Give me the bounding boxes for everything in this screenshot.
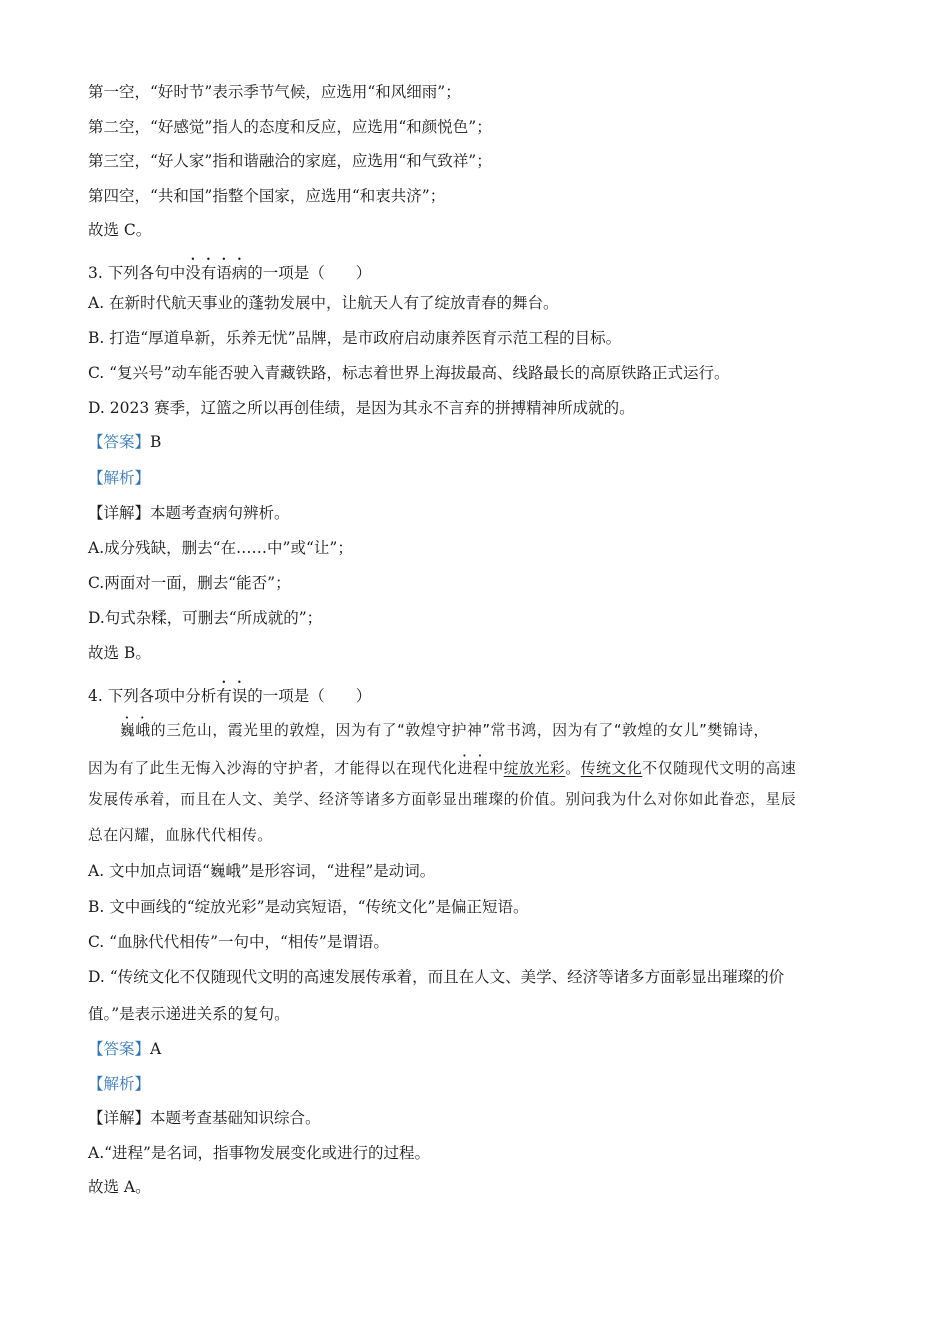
underlined-phrase: 传统文化 — [580, 760, 643, 777]
dotted-word: 进程 — [457, 760, 489, 777]
passage-line-4: 总在闪耀，血脉代代相传。 — [88, 827, 273, 844]
question-4-stem — [88, 678, 371, 706]
answer-line — [88, 432, 161, 452]
passage-text: 不仅随现代文明的高速 — [642, 760, 797, 777]
option-b: B. 打造“厚道阜新，乐养无忧”品牌，是市政府启动康养医育示范工程的目标。 — [88, 329, 622, 347]
passage-text: 。 — [565, 760, 581, 777]
answer-tag: 【答案】 — [88, 433, 151, 451]
explanation-line-2: 第二空，“好感觉”指人的态度和反应，应选用“和颜悦色”； — [88, 118, 492, 136]
option-c: C. “复兴号”动车能否驶入青藏铁路，标志着世界上海拔最高、线路最长的高原铁路正式运行。 — [88, 364, 730, 382]
explanation-line-1: 第一空，“好时节”表示季节气候，应选用“和风细雨”； — [88, 83, 461, 101]
passage-line-3: 发展传承着，而且在人文、美学、经济等诸多方面彰显出璀璨的价值。别问我为什么对你如此眷恋，星辰 — [88, 791, 797, 808]
explanation-line-4: 第四空，“共和国”指整个国家，应选用“和衷共济”； — [88, 187, 446, 205]
emphasized-text: 有误 — [216, 687, 248, 705]
option-a: A. 在新时代航天事业的蓬勃发展中，让航天人有了绽放青春的舞台。 — [88, 294, 559, 312]
conclusion-line: 故选 C。 — [88, 221, 152, 239]
explanation-d: D.句式杂糅，可删去“所成就的”； — [88, 609, 323, 627]
question-3-stem — [88, 255, 371, 283]
conclusion-line: 故选 B。 — [88, 644, 151, 662]
passage-line-2 — [88, 752, 796, 779]
detail-line — [88, 503, 290, 523]
passage-line-1 — [120, 714, 769, 741]
option-d-line-2: 值。”是表示递进关系的复句。 — [88, 1005, 290, 1023]
underlined-phrase: 绽放光彩 — [503, 760, 566, 777]
explanation-c: C.两面对一面，删去“能否”； — [88, 574, 291, 592]
stem-text: 的一项是（ ） — [247, 687, 372, 705]
option-d-line-1: D. “传统文化不仅随现代文明的高速发展传承着，而且在人文、美学、经济等诸多方面彰显出璀璨的价 — [88, 968, 785, 986]
option-b: B. 文中画线的“绽放光彩”是动宾短语，“传统文化”是偏正短语。 — [88, 898, 529, 916]
explanation-a: A.成分残缺，删去“在……中”或“让”； — [88, 539, 353, 557]
stem-text: 3. 下列各句中 — [88, 264, 186, 282]
detail-text: 本题考查基础知识综合。 — [150, 1109, 321, 1127]
detail-tag: 【详解】 — [88, 1109, 151, 1127]
detail-tag: 【详解】 — [88, 504, 151, 522]
emphasized-text: 没有语病 — [185, 264, 248, 282]
detail-text: 本题考查病句辨析。 — [150, 504, 290, 522]
option-c: C. “血脉代代相传”一句中，“相传”是谓语。 — [88, 933, 389, 951]
passage-text: 中 — [488, 760, 504, 777]
explanation-line-3: 第三空，“好人家”指和谐融洽的家庭，应选用“和气致祥”； — [88, 152, 492, 170]
option-d: D. 2023 赛季，辽篮之所以再创佳绩，是因为其永不言弃的拼搏精神所成就的。 — [88, 399, 635, 417]
answer-value: A — [150, 1040, 162, 1058]
passage-text: 的三危山，霞光里的敦煌，因为有了“敦煌守护神”常书鸿，因为有了“敦煌的女儿”樊锦诗， — [150, 722, 769, 739]
stem-text: 4. 下列各项中分析 — [88, 687, 217, 705]
option-a: A. 文中加点词语“巍峨”是形容词，“进程”是动词。 — [88, 862, 436, 880]
answer-value: B — [150, 433, 162, 451]
conclusion-line: 故选 A。 — [88, 1178, 151, 1196]
stem-text: 的一项是（ ） — [247, 264, 372, 282]
answer-line — [88, 1039, 161, 1059]
passage-text: 因为有了此生无悔入沙海的守护者，才能得以在现代化 — [88, 760, 458, 777]
detail-line — [88, 1108, 321, 1128]
dotted-word: 巍峨 — [120, 722, 151, 739]
analysis-tag: 【解析】 — [88, 1075, 151, 1093]
answer-tag: 【答案】 — [88, 1040, 151, 1058]
explanation-a: A.“进程”是名词，指事物发展变化或进行的过程。 — [88, 1144, 430, 1162]
analysis-tag: 【解析】 — [88, 469, 151, 487]
